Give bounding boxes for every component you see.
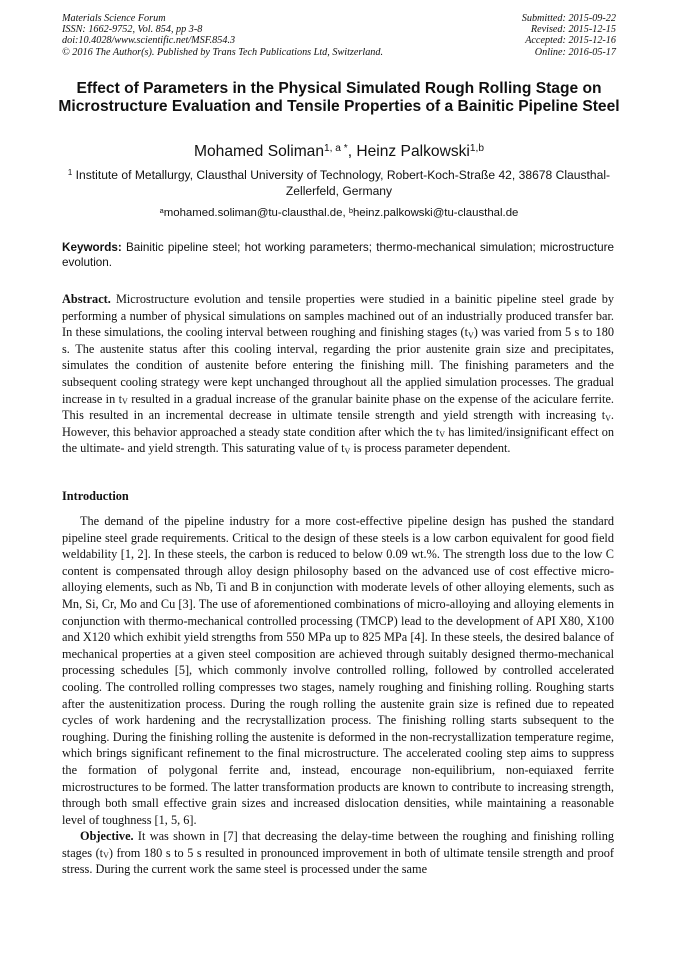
author-separator: , [347,143,357,160]
abstract-text: has limited/insignificant effect on the ultimate- and yield strength. This saturating value of t [62,424,614,456]
subscript: V [468,330,474,340]
objective-text: It was shown in [7] that decreasing the delay-time between the roughing and finishing rolling stages (t [62,829,614,860]
objective-paragraph [62,828,614,878]
affiliation-text: Institute of Metallurgy, Clausthal University of Technology, Robert-Koch-Straße 42, 38678 Clausthal-Zellerfeld, Germany [72,168,611,198]
author-list [58,142,620,162]
affiliation [58,168,620,200]
journal-doi: doi:10.4028/www.scientific.net/MSF.854.3 [62,35,236,47]
objective-text: ) from 180 s to 5 s resulted in pronounced improvement in both of ultimate tensile strength and proof stress. During the current work the same steel is processed under the same [62,845,614,877]
journal-copyright: © 2016 The Author(s). Published by Trans Tech Publications Ltd, Switzerland. [62,46,384,58]
email-mark: a [159,205,164,215]
journal-issn: ISSN: 1662-9752, Vol. 854, pp 3-8 [62,24,203,36]
keywords-label: Keywords: [62,241,122,254]
subscript: V [122,397,128,407]
abstract-label: Abstract. [62,292,111,306]
abstract-text: . However, this behavior approached a steady state condition after which the t [62,408,614,439]
paper-title: Effect of Parameters in the Physical Simulated Rough Rolling Stage on Microstructure Evaluation and Tensile Properties of a Bainitic Pipeline Steel [58,80,620,116]
abstract-text: ) was varied from 5 s to 180 s. The austenite status after this cooling interval, regarding the prior austenite grain size and precipitates, simulates the condition of austenite before entering the finishing mill. The finishing parameters and the subsequent cooling strategy were kept unchanged throughout all the applied simulation processes. The gradual increase in t [62,325,615,406]
abstract-text: Microstructure evolution and tensile properties were studied in a bainitic pipeline steel grade by performing a number of physical simulations on samples machined out of an industrially produced transfer bar. In these simulations, the cooling interval between roughing and finishing stages (t [62,292,614,340]
subscript: V [439,430,445,440]
date-accepted: Accepted: 2015-12-16 [525,35,616,47]
date-online: Online: 2016-05-17 [534,46,616,58]
email-text: mohamed.soliman@tu-clausthal.de, [163,207,349,219]
submission-dates [522,13,616,58]
introduction-body [62,513,614,878]
objective-label: Objective. [80,829,134,844]
date-submitted: Submitted: 2015-09-22 [521,13,616,24]
author-emails [58,206,620,220]
affiliation-mark: 1 [67,168,73,178]
author-name: Heinz Palkowski [356,143,470,160]
introduction-paragraph: The demand of the pipeline industry for a more cost-effective pipeline design has pushed the standard pipeline steel grade requirements. Critical to the design of these steels is a low carbon equivalent for good field weldability [1, 2]. In these steels, the carbon is reduced to below 0.09 wt.%. The strength loss due to the low C content is compensated through alloy design philosophy based on the advanced use of cost effective micro-alloying elements, such as Nb, Ti and B in conjunction with moderate levels of other alloying elements, such as Mn, Si, Cr, Mo and Cu [3]. The use of aforementioned combinations of micro-alloying and alloying elements in conjunction with thermo-mechanical controlled processing (TMCP) lead to the development of API X80, X100 and X120 which exhibit yield strengths from 550 MPa up to 825 MPa [4]. In these steels, the desired balance of mechanical properties at a given steel composition are achieved through suitably designed thermo-mechanical processing schedules [5], which commonly involve controlled rolling, followed by controlled accelerated cooling. The controlled rolling compresses two stages, namely roughing and finishing rolling. Roughing starts after the austenitization process. During the rough rolling the austenite grain size is refined due to repeated cycles of work hardening and the recrystallization process. The finishing rolling starts subsequent to the roughing. During the finishing rolling the austenite is deformed in the non-recrystallization temperature regime, which brings significant refinement to the final microstructure. The accelerated cooling step aims to suppress the formation of polygonal ferrite and, instead, encourage non-equilibrium, non-equiaxed ferrite microstructures to be formed. The latter transformation products are known to contribute to increasing strength, through both small effective grain sizes and increased dislocation densities, while maintaining a reasonable level of toughness [1, 5, 6]. [62,514,614,827]
abstract-text: is process parameter dependent. [350,441,511,456]
abstract-text: resulted in a gradual increase of the granular bainite phase on the expense of the aciculare ferrite. This resulted in an incremental decrease in ultimate tensile strength and yield strength with increasing t [62,391,614,423]
journal-info [62,13,383,58]
keywords-text: Bainitic pipeline steel; hot working parameters; thermo-mechanical simulation; microstructure evolution. [62,241,614,270]
author-affil-mark: 1,b [469,143,484,155]
journal-name: Materials Science Forum [62,13,166,24]
email-mark: b [348,205,353,215]
author-name: Mohamed Soliman [194,143,325,160]
date-revised: Revised: 2015-12-15 [530,24,616,36]
email-text: heinz.palkowski@tu-clausthal.de [352,207,519,219]
subscript: V [344,446,351,456]
abstract [62,291,614,457]
subscript: V [605,413,611,423]
subscript: V [103,851,109,861]
section-heading-introduction: Introduction [62,489,129,503]
author-affil-mark: 1, a * [324,143,348,155]
keywords [62,240,614,270]
